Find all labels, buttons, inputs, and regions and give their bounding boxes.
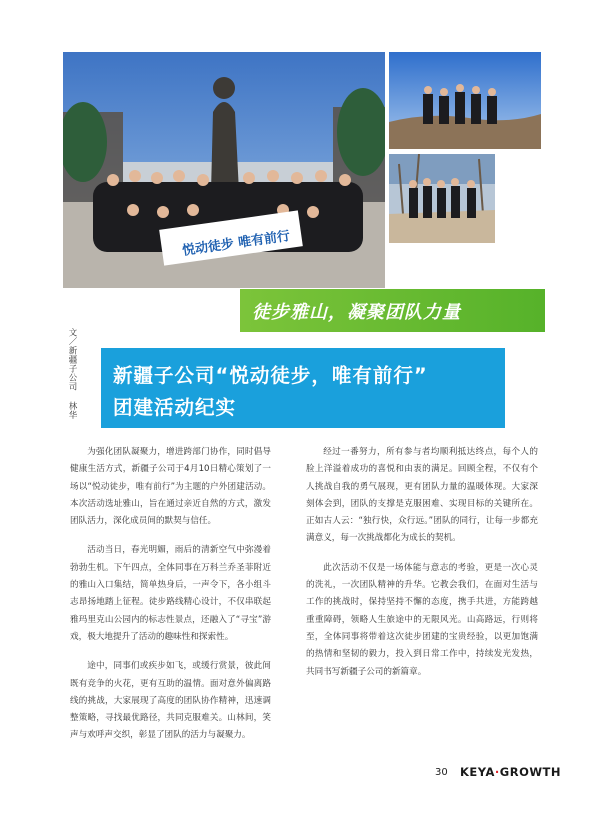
group-photo-statue [63, 52, 385, 288]
photo-banner-text: 悦动徒步 唯有前行 [181, 228, 291, 259]
paragraph: 经过一番努力，所有参与者均顺利抵达终点，每个人的脸上洋溢着成功的喜悦和由衷的满足。回顾全程，不仅有个人挑战自我的勇气展现，更有团队力量的温暖体现。大家深刻体会到，团队的支撑是克服困难、实现目标的关键所在。正如古人云：“独行快，众行远。”团队的同行，让每一步都充满意义，每一次挑战都化为成长的契机。 [306, 447, 538, 544]
brand-left: KEYA [460, 765, 495, 779]
brand-right: GROWTH [499, 765, 562, 779]
brand-dot: · [494, 765, 500, 779]
paragraph: 为强化团队凝聚力，增进跨部门协作，同时倡导健康生活方式，新疆子公司于4月10日精心策划了一场以“悦动徒步，唯有前行”为主题的户外团建活动。本次活动选址雅山，旨在通过亲近自然的方式，激发团队活力，深化成员间的默契与信任。 [70, 447, 271, 527]
section-banner-text: 徒步雅山，凝聚团队力量 [252, 302, 461, 323]
section-banner [240, 289, 545, 332]
paragraph: 此次活动不仅是一场体能与意志的考验，更是一次心灵的洗礼，一次团队精神的升华。它教会我们，在面对生活与工作的挑战时，保持坚持不懈的态度，携手共进，方能跨越重重障碍，领略人生旅途中的无限风光。山高路远，行则将至，全体同事将带着这次徒步团建的宝贵经验，以更加饱满的热情和坚韧的毅力，投入到日常工作中，持续发光发热，共同书写新疆子公司的新篇章。 [306, 562, 538, 677]
paragraph: 活动当日，春光明媚，雨后的清新空气中弥漫着勃勃生机。下午四点，全体同事在万科兰乔圣菲附近的雅山入口集结，简单热身后，一声令下，各小组斗志昂扬地踏上征程。徒步路线精心设计，不仅串联起雅玛里克山公园内的标志性景点，还融入了“寻宝”游戏，极大地提升了活动的趣味性和探索性。 [70, 545, 271, 642]
right-text-column [306, 444, 538, 693]
group-photo-hilltop [389, 52, 541, 149]
brand-logo [460, 765, 561, 779]
article-title-box [101, 348, 505, 428]
left-text-column [70, 444, 271, 757]
page-number: 30 [435, 767, 448, 778]
paragraph: 途中，同事们或疾步如飞，或缓行赏景，彼此间既有竞争的火花，更有互助的温情。面对意外偏离路线的挑战，大家展现了高度的团队协作精神，迅速调整策略，寻找最优路径，共同克服难关。山林间，笑声与欢呼声交织，彰显了团队的活力与凝聚力。 [70, 661, 271, 741]
article-title-line-1: 新疆子公司“悦动徒步，唯有前行” [113, 364, 428, 387]
author-byline: 文／新疆子公司 林华 [67, 328, 77, 420]
group-photo-trail [389, 154, 495, 243]
article-title-line-2: 团建活动纪实 [113, 396, 237, 419]
